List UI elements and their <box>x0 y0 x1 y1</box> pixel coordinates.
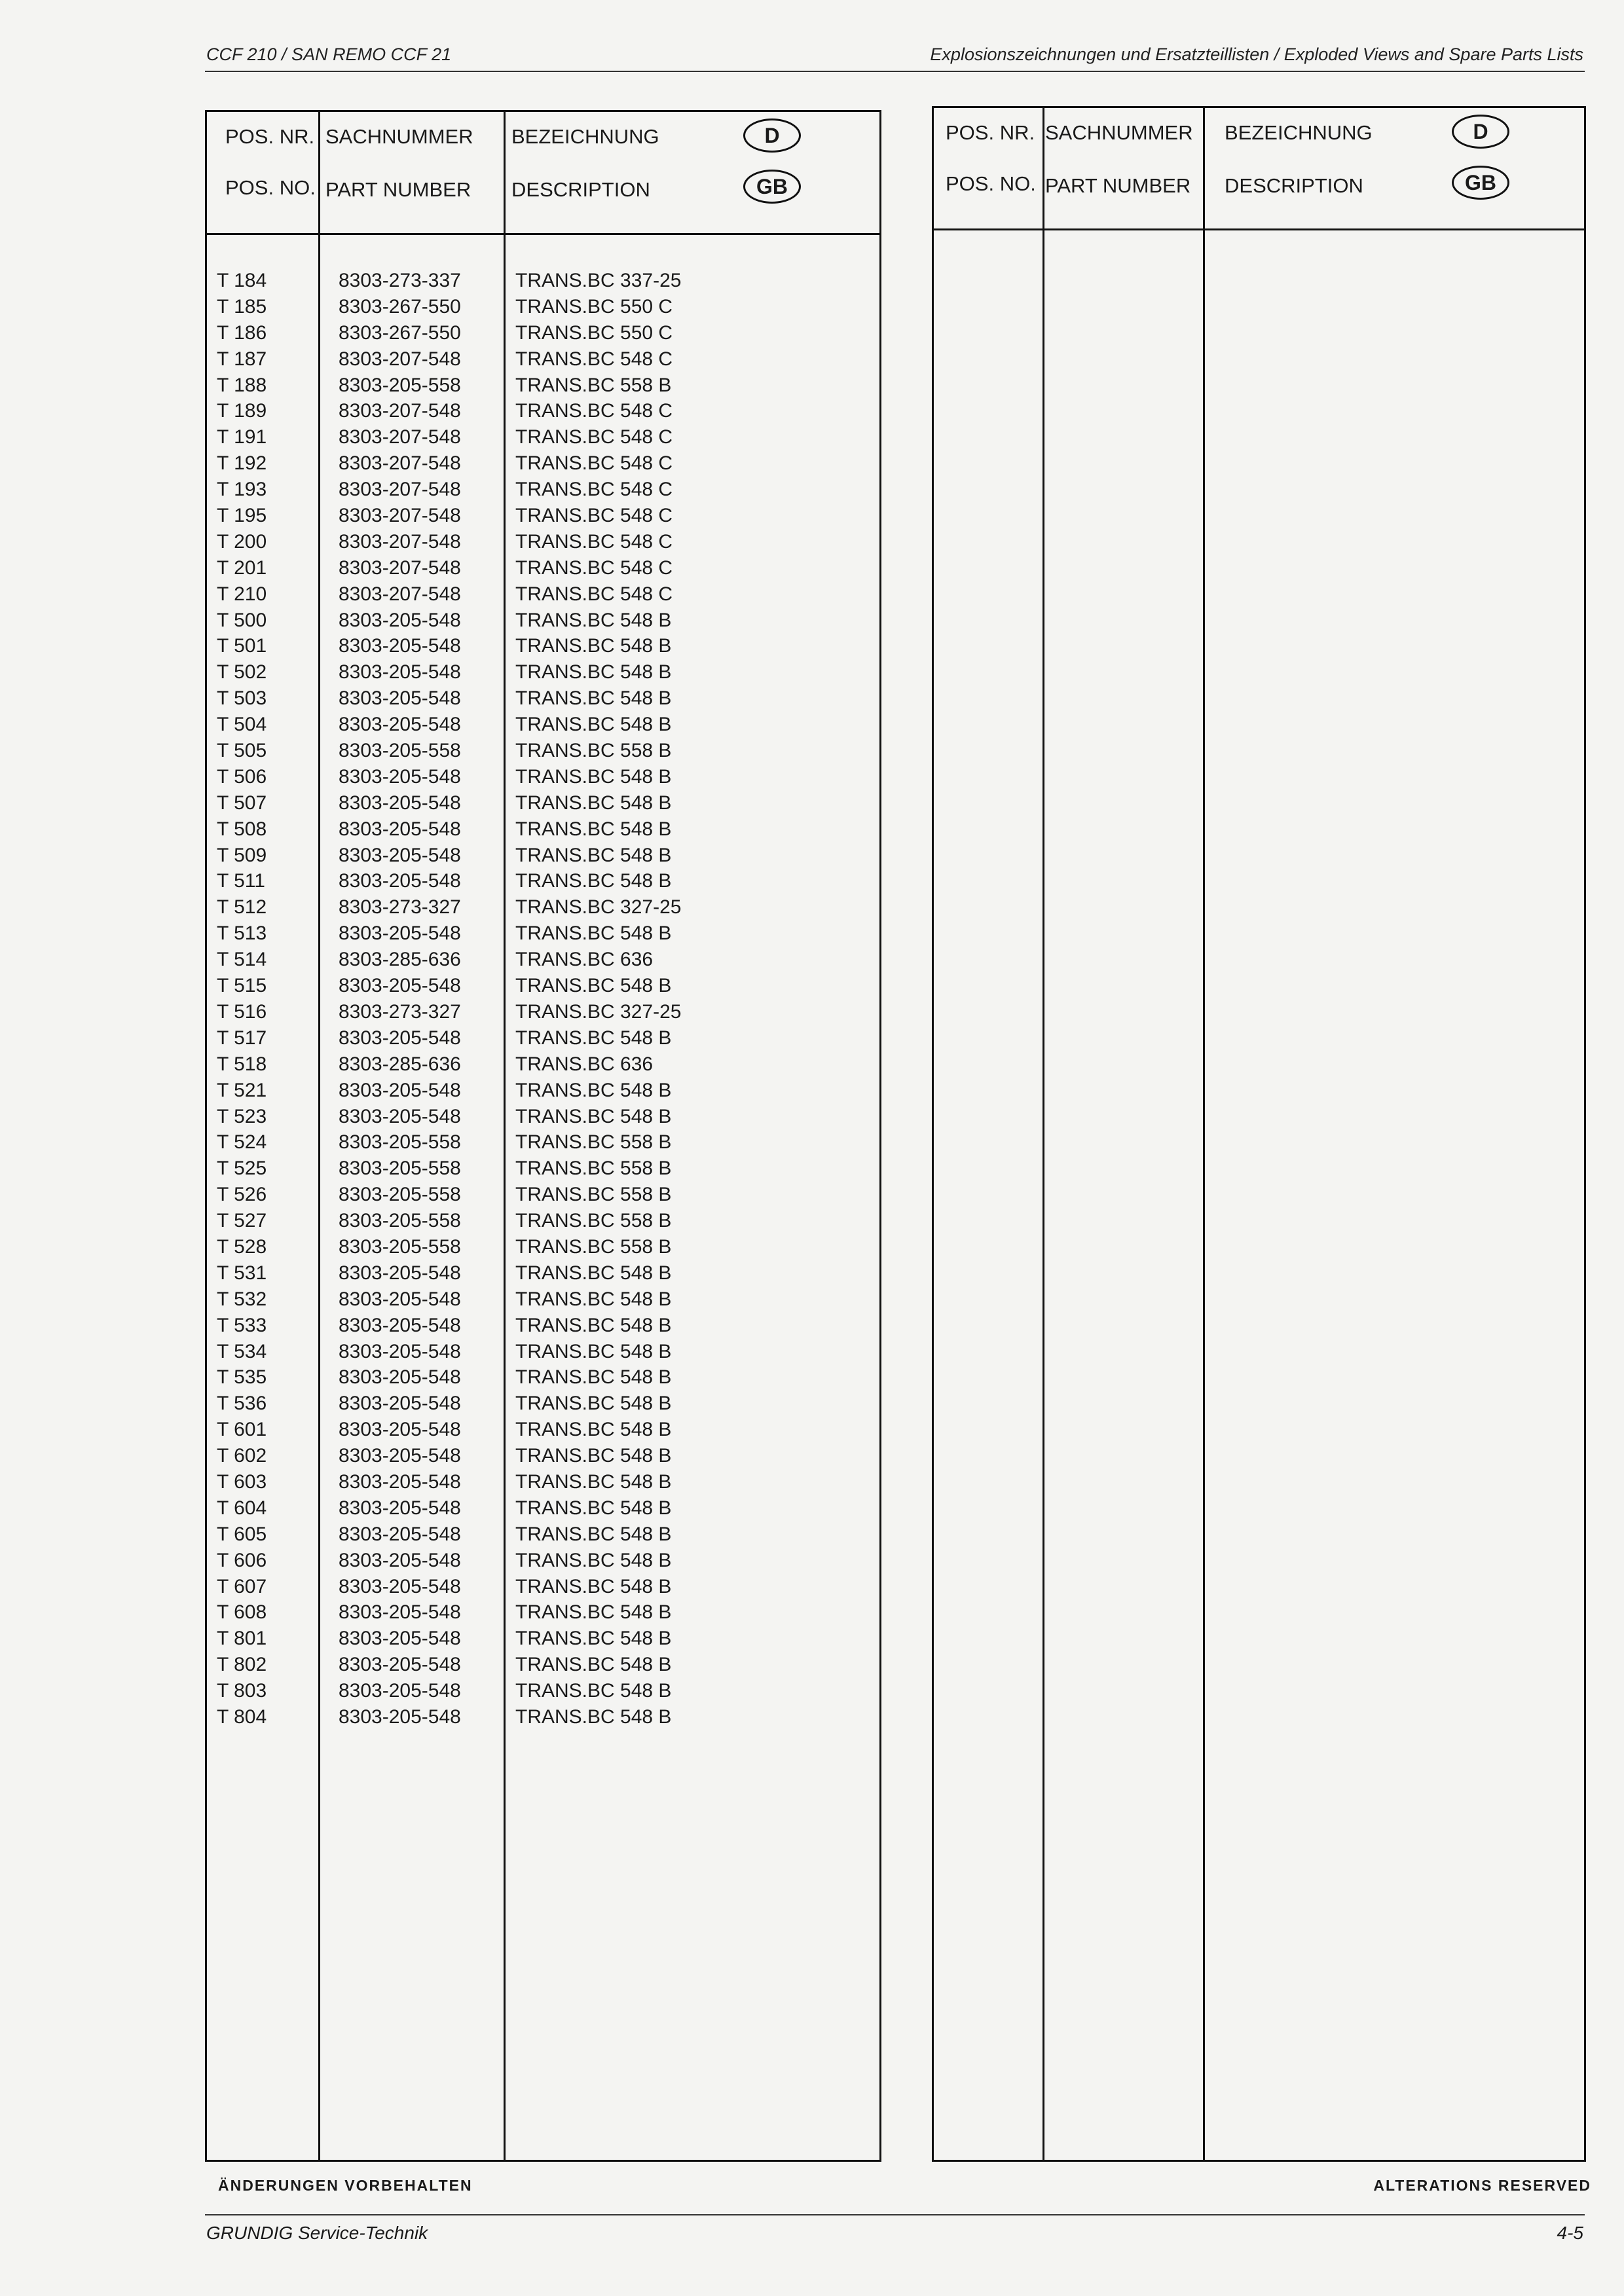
description-cell: TRANS.BC 548 B <box>515 1079 672 1101</box>
description-cell: TRANS.BC 548 B <box>515 870 672 892</box>
pos-cell: T 193 <box>217 479 267 501</box>
part-number-cell: 8303-207-548 <box>339 479 461 501</box>
page-number: 4-5 <box>1557 2223 1583 2243</box>
table-row <box>207 581 879 608</box>
pos-cell: T 192 <box>217 452 267 475</box>
pos-cell: T 188 <box>217 374 267 396</box>
header-model: CCF 210 / SAN REMO CCF 21 <box>206 45 452 64</box>
table-row <box>207 894 879 920</box>
part-number-cell: 8303-205-548 <box>339 609 461 631</box>
description-cell: TRANS.BC 636 <box>515 949 654 971</box>
part-number-cell: 8303-205-558 <box>339 374 461 396</box>
description-cell: TRANS.BC 558 B <box>515 1210 672 1232</box>
description-cell: TRANS.BC 548 B <box>515 1601 672 1624</box>
table-row <box>207 424 879 450</box>
description-cell: TRANS.BC 548 B <box>515 1314 672 1336</box>
pos-cell: T 607 <box>217 1575 267 1597</box>
pos-cell: T 509 <box>217 844 267 866</box>
table-row <box>207 1443 879 1469</box>
part-number-cell: 8303-205-548 <box>339 1575 461 1597</box>
table-row <box>207 1078 879 1104</box>
parts-rows <box>207 268 879 1730</box>
part-number-cell: 8303-205-558 <box>339 1184 461 1206</box>
pos-cell: T 521 <box>217 1079 267 1101</box>
description-cell: TRANS.BC 548 B <box>515 1262 672 1284</box>
part-number-cell: 8303-205-548 <box>339 1419 461 1441</box>
pos-cell: T 500 <box>217 609 267 631</box>
table-row <box>207 320 879 346</box>
table-row <box>207 1208 879 1234</box>
col-header-bezeichnung: BEZEICHNUNG <box>1225 121 1373 144</box>
table-row <box>207 1704 879 1730</box>
table-row <box>207 659 879 685</box>
table-row <box>207 373 879 399</box>
table-row <box>207 1364 879 1391</box>
pos-cell: T 504 <box>217 714 267 736</box>
description-cell: TRANS.BC 548 B <box>515 1340 672 1362</box>
description-cell: TRANS.BC 548 B <box>515 661 672 683</box>
description-cell: TRANS.BC 327-25 <box>515 1000 682 1023</box>
part-number-cell: 8303-205-548 <box>339 1027 461 1049</box>
description-cell: TRANS.BC 548 B <box>515 687 672 710</box>
table-row <box>207 633 879 659</box>
pos-cell: T 511 <box>217 870 265 892</box>
part-number-cell: 8303-205-548 <box>339 818 461 840</box>
table-row <box>207 920 879 947</box>
description-cell: TRANS.BC 548 B <box>515 1288 672 1310</box>
part-number-cell: 8303-273-327 <box>339 896 461 919</box>
description-cell: TRANS.BC 548 B <box>515 1027 672 1049</box>
badge-d: D <box>743 118 801 153</box>
col-header-bezeichnung: BEZEICHNUNG <box>511 125 659 148</box>
description-cell: TRANS.BC 548 C <box>515 505 673 527</box>
description-cell: TRANS.BC 548 C <box>515 400 673 422</box>
table-row <box>207 398 879 424</box>
pos-cell: T 517 <box>217 1027 267 1049</box>
description-cell: TRANS.BC 558 B <box>515 1157 672 1180</box>
description-cell: TRANS.BC 548 B <box>515 1654 672 1676</box>
description-cell: TRANS.BC 548 B <box>515 1105 672 1127</box>
description-cell: TRANS.BC 548 C <box>515 426 673 448</box>
part-number-cell: 8303-205-548 <box>339 1079 461 1101</box>
part-number-cell: 8303-205-548 <box>339 1628 461 1650</box>
header-divider <box>207 233 879 235</box>
description-cell: TRANS.BC 558 B <box>515 374 672 396</box>
table-row <box>207 1417 879 1443</box>
description-cell: TRANS.BC 548 B <box>515 1523 672 1545</box>
description-cell: TRANS.BC 636 <box>515 1053 654 1075</box>
pos-cell: T 518 <box>217 1053 267 1075</box>
pos-cell: T 531 <box>217 1262 267 1284</box>
table-row <box>207 1495 879 1522</box>
table-row <box>207 503 879 529</box>
pos-cell: T 189 <box>217 400 267 422</box>
description-cell: TRANS.BC 548 B <box>515 922 672 945</box>
col-header-pos-no: POS. NO. <box>225 176 316 199</box>
description-cell: TRANS.BC 548 B <box>515 844 672 866</box>
header-rule <box>205 71 1585 72</box>
parts-table-right <box>932 106 1586 2162</box>
pos-cell: T 534 <box>217 1340 267 1362</box>
part-number-cell: 8303-207-548 <box>339 426 461 448</box>
table-row <box>207 1469 879 1495</box>
part-number-cell: 8303-273-327 <box>339 1000 461 1023</box>
part-number-cell: 8303-267-550 <box>339 295 461 318</box>
description-cell: TRANS.BC 558 B <box>515 1184 672 1206</box>
part-number-cell: 8303-205-548 <box>339 1366 461 1389</box>
part-number-cell: 8303-205-548 <box>339 1601 461 1624</box>
part-number-cell: 8303-205-548 <box>339 765 461 788</box>
pos-cell: T 601 <box>217 1419 267 1441</box>
table-row <box>207 1626 879 1652</box>
col-header-pos-no: POS. NO. <box>946 172 1036 195</box>
table-row <box>207 1025 879 1051</box>
description-cell: TRANS.BC 548 C <box>515 556 673 579</box>
col-header-description: DESCRIPTION <box>1225 174 1363 197</box>
pos-cell: T 503 <box>217 687 267 710</box>
table-row <box>207 1182 879 1208</box>
pos-cell: T 515 <box>217 975 267 997</box>
description-cell: TRANS.BC 558 B <box>515 740 672 762</box>
column-divider <box>1203 108 1205 2160</box>
col-header-description: DESCRIPTION <box>511 178 650 201</box>
footer-rule <box>205 2214 1585 2215</box>
table-row <box>207 477 879 503</box>
part-number-cell: 8303-273-337 <box>339 270 461 291</box>
pos-cell: T 604 <box>217 1497 267 1519</box>
description-cell: TRANS.BC 548 B <box>515 714 672 736</box>
part-number-cell: 8303-205-548 <box>339 714 461 736</box>
part-number-cell: 8303-285-636 <box>339 1053 461 1075</box>
part-number-cell: 8303-205-548 <box>339 870 461 892</box>
description-cell: TRANS.BC 548 B <box>515 1680 672 1702</box>
description-cell: TRANS.BC 548 B <box>515 635 672 657</box>
description-cell: TRANS.BC 550 C <box>515 321 673 344</box>
description-cell: TRANS.BC 548 C <box>515 452 673 475</box>
table-row <box>207 1522 879 1548</box>
table-row <box>207 764 879 790</box>
description-cell: TRANS.BC 548 C <box>515 348 673 370</box>
col-header-sachnummer: SACHNUMMER <box>325 125 473 148</box>
table-row <box>207 738 879 764</box>
part-number-cell: 8303-205-548 <box>339 1497 461 1519</box>
part-number-cell: 8303-205-548 <box>339 1314 461 1336</box>
description-cell: TRANS.BC 548 B <box>515 1705 672 1728</box>
pos-cell: T 186 <box>217 321 267 344</box>
pos-cell: T 603 <box>217 1470 267 1493</box>
parts-table-left <box>205 110 881 2162</box>
table-row <box>207 1313 879 1339</box>
part-number-cell: 8303-207-548 <box>339 556 461 579</box>
pos-cell: T 185 <box>217 295 267 318</box>
table-row <box>207 685 879 712</box>
description-cell: TRANS.BC 548 B <box>515 792 672 814</box>
table-row <box>207 1339 879 1365</box>
part-number-cell: 8303-205-548 <box>339 1445 461 1467</box>
pos-cell: T 191 <box>217 426 267 448</box>
col-header-sachnummer: SACHNUMMER <box>1045 121 1193 144</box>
part-number-cell: 8303-205-558 <box>339 1157 461 1180</box>
part-number-cell: 8303-205-548 <box>339 844 461 866</box>
pos-cell: T 523 <box>217 1105 267 1127</box>
part-number-cell: 8303-205-548 <box>339 792 461 814</box>
part-number-cell: 8303-205-548 <box>339 1340 461 1362</box>
part-number-cell: 8303-207-548 <box>339 348 461 370</box>
column-divider <box>1043 108 1044 2160</box>
badge-gb: GB <box>743 170 801 204</box>
header-title: Explosionszeichnungen und Ersatzteillisten / Exploded Views and Spare Parts Lists <box>930 45 1583 64</box>
part-number-cell: 8303-205-558 <box>339 1131 461 1154</box>
description-cell: TRANS.BC 548 C <box>515 583 673 605</box>
pos-cell: T 516 <box>217 1000 267 1023</box>
pos-cell: T 535 <box>217 1366 267 1389</box>
pos-cell: T 608 <box>217 1601 267 1624</box>
pos-cell: T 210 <box>217 583 267 605</box>
table-row <box>207 843 879 869</box>
description-cell: TRANS.BC 548 B <box>515 1628 672 1650</box>
pos-cell: T 505 <box>217 740 267 762</box>
description-cell: TRANS.BC 548 B <box>515 1366 672 1389</box>
description-cell: TRANS.BC 548 B <box>515 975 672 997</box>
description-cell: TRANS.BC 550 C <box>515 295 673 318</box>
table-row <box>207 1678 879 1704</box>
part-number-cell: 8303-205-558 <box>339 740 461 762</box>
part-number-cell: 8303-205-548 <box>339 635 461 657</box>
table-row <box>207 790 879 816</box>
pos-cell: T 532 <box>217 1288 267 1310</box>
table-row <box>207 999 879 1025</box>
part-number-cell: 8303-205-548 <box>339 1393 461 1415</box>
description-cell: TRANS.BC 337-25 <box>515 270 682 291</box>
table-row <box>207 1156 879 1182</box>
description-cell: TRANS.BC 327-25 <box>515 896 682 919</box>
table-row <box>207 1260 879 1286</box>
pos-cell: T 512 <box>217 896 267 919</box>
pos-cell: T 802 <box>217 1654 267 1676</box>
part-number-cell: 8303-267-550 <box>339 321 461 344</box>
table-row <box>207 868 879 894</box>
table-row <box>207 1129 879 1156</box>
pos-cell: T 184 <box>217 270 267 291</box>
table-row <box>207 1548 879 1574</box>
table-row <box>207 947 879 973</box>
description-cell: TRANS.BC 548 B <box>515 1419 672 1441</box>
table-row <box>207 555 879 581</box>
header-divider <box>934 228 1584 230</box>
part-number-cell: 8303-205-548 <box>339 661 461 683</box>
part-number-cell: 8303-205-558 <box>339 1210 461 1232</box>
pos-cell: T 804 <box>217 1705 267 1728</box>
part-number-cell: 8303-205-548 <box>339 922 461 945</box>
table-row <box>207 294 879 320</box>
badge-gb: GB <box>1452 166 1509 200</box>
table-row <box>207 1104 879 1130</box>
pos-cell: T 801 <box>217 1628 267 1650</box>
pos-cell: T 527 <box>217 1210 267 1232</box>
part-number-cell: 8303-205-548 <box>339 1262 461 1284</box>
part-number-cell: 8303-207-548 <box>339 583 461 605</box>
brand-text: GRUNDIG Service-Technik <box>206 2223 428 2243</box>
part-number-cell: 8303-205-548 <box>339 687 461 710</box>
description-cell: TRANS.BC 548 B <box>515 1445 672 1467</box>
badge-d: D <box>1452 115 1509 149</box>
table-row <box>207 712 879 738</box>
description-cell: TRANS.BC 558 B <box>515 1235 672 1258</box>
description-cell: TRANS.BC 548 B <box>515 818 672 840</box>
description-cell: TRANS.BC 548 B <box>515 1549 672 1571</box>
table-row <box>207 1234 879 1260</box>
part-number-cell: 8303-205-548 <box>339 1523 461 1545</box>
table-row <box>207 1599 879 1626</box>
part-number-cell: 8303-205-548 <box>339 1705 461 1728</box>
part-number-cell: 8303-205-548 <box>339 1549 461 1571</box>
col-header-pos-nr: POS. NR. <box>946 121 1035 144</box>
pos-cell: T 502 <box>217 661 267 683</box>
table-row <box>207 1574 879 1600</box>
description-cell: TRANS.BC 548 B <box>515 1497 672 1519</box>
footer-alterations-de: ÄNDERUNGEN VORBEHALTEN <box>218 2177 473 2194</box>
pos-cell: T 602 <box>217 1445 267 1467</box>
table-row <box>207 608 879 634</box>
part-number-cell: 8303-205-548 <box>339 1680 461 1702</box>
table-row <box>207 1051 879 1078</box>
part-number-cell: 8303-207-548 <box>339 530 461 553</box>
table-row <box>207 1391 879 1417</box>
part-number-cell: 8303-285-636 <box>339 949 461 971</box>
pos-cell: T 508 <box>217 818 267 840</box>
table-row <box>207 450 879 477</box>
pos-cell: T 533 <box>217 1314 267 1336</box>
pos-cell: T 525 <box>217 1157 267 1180</box>
part-number-cell: 8303-205-548 <box>339 1470 461 1493</box>
table-row <box>207 1286 879 1313</box>
part-number-cell: 8303-205-558 <box>339 1235 461 1258</box>
part-number-cell: 8303-205-548 <box>339 975 461 997</box>
description-cell: TRANS.BC 548 B <box>515 765 672 788</box>
table-row <box>207 1652 879 1678</box>
part-number-cell: 8303-205-548 <box>339 1105 461 1127</box>
pos-cell: T 514 <box>217 949 267 971</box>
pos-cell: T 526 <box>217 1184 267 1206</box>
description-cell: TRANS.BC 548 C <box>515 530 673 553</box>
pos-cell: T 803 <box>217 1680 267 1702</box>
description-cell: TRANS.BC 558 B <box>515 1131 672 1154</box>
table-row <box>207 346 879 373</box>
pos-cell: T 524 <box>217 1131 267 1154</box>
pos-cell: T 606 <box>217 1549 267 1571</box>
table-row <box>207 268 879 294</box>
pos-cell: T 200 <box>217 530 267 553</box>
part-number-cell: 8303-207-548 <box>339 400 461 422</box>
table-row <box>207 816 879 843</box>
table-row <box>207 973 879 999</box>
table-row <box>207 529 879 555</box>
part-number-cell: 8303-207-548 <box>339 452 461 475</box>
pos-cell: T 605 <box>217 1523 267 1545</box>
description-cell: TRANS.BC 548 B <box>515 1470 672 1493</box>
col-header-part-number: PART NUMBER <box>325 178 471 201</box>
description-cell: TRANS.BC 548 B <box>515 609 672 631</box>
description-cell: TRANS.BC 548 C <box>515 479 673 501</box>
col-header-pos-nr: POS. NR. <box>225 125 315 148</box>
pos-cell: T 507 <box>217 792 267 814</box>
part-number-cell: 8303-205-548 <box>339 1654 461 1676</box>
pos-cell: T 501 <box>217 635 267 657</box>
pos-cell: T 187 <box>217 348 267 370</box>
pos-cell: T 201 <box>217 556 267 579</box>
pos-cell: T 513 <box>217 922 267 945</box>
pos-cell: T 195 <box>217 505 267 527</box>
footer-alterations-gb: ALTERATIONS RESERVED <box>1373 2177 1591 2194</box>
col-header-part-number: PART NUMBER <box>1045 174 1191 197</box>
description-cell: TRANS.BC 548 B <box>515 1393 672 1415</box>
pos-cell: T 506 <box>217 765 267 788</box>
pos-cell: T 528 <box>217 1235 267 1258</box>
part-number-cell: 8303-205-548 <box>339 1288 461 1310</box>
description-cell: TRANS.BC 548 B <box>515 1575 672 1597</box>
pos-cell: T 536 <box>217 1393 267 1415</box>
part-number-cell: 8303-207-548 <box>339 505 461 527</box>
